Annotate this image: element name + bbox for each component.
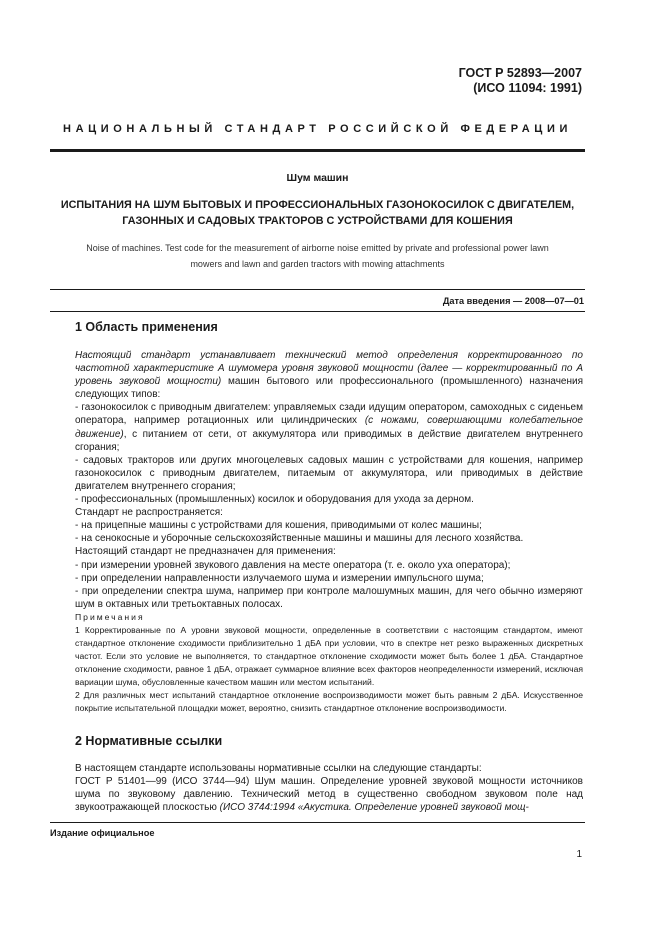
section-1-paragraph-1: [75, 349, 583, 401]
document-subject: Шум машин: [286, 172, 349, 184]
official-edition-label: Издание официальное: [50, 828, 155, 838]
list-item: - садовых тракторов или других многоцелевых садовых машин с устройствами для кошения, например газонокосилок с приводным двигателем, питаемым от аккумулятора, или приводимых в действие двигателем внутреннего сгорания;: [75, 454, 583, 492]
note-1: 1 Корректированные по А уровни звуковой мощности, определенные в соответствии с настоящим стандартом, имеют стандартное отклонение сходимости приблизительно 1 дБА при условии, что в спектре нет резко выраженных дискретных частот. Если это условие не выполняется, то стандартное отклонение сходимости может быть более 1 дБА. Стандартное отклонение сходимости, равное 1 дБА, отражает суммарное влияние всех факторов неопределенности измерений, исключая вариации шума, обусловленные качеством машин или местом испытаний.: [75, 625, 583, 687]
iso-number: (ИСО 11094: 1991): [473, 81, 582, 95]
gost-number: ГОСТ Р 52893—2007: [458, 66, 582, 80]
scope-italic-text: Настоящий стандарт устанавливает технический метод определения корректированного по частотной характеристике А шумомера уровня звуковой мощности (далее — корректированный по А уровень звуковой мощности): [75, 350, 583, 388]
header-rule: [50, 149, 585, 152]
page-number: 1: [576, 849, 582, 860]
section-2-body: [75, 762, 583, 814]
list-item: - на прицепные машины с устройствами для кошения, приводимыми от колес машины;: [75, 520, 482, 532]
section-1-paragraph-2: Стандарт не распространяется:: [75, 507, 223, 519]
notes-label: Примечания: [75, 612, 145, 622]
footer-rule: [50, 822, 585, 823]
date-rule: [50, 311, 585, 312]
scope-rest-text: машин бытового или профессионального (промышленного) назначения следующих типов:: [75, 376, 583, 401]
list-item: - при определении направленности излучаемого шума и измерении импульсного шума;: [75, 572, 484, 584]
list-item: - при измерении уровней звукового давления на месте оператора (т. е. около уха оператора);: [75, 559, 511, 571]
section-2-heading: 2 Нормативные ссылки: [75, 734, 223, 748]
note-2: 2 Для различных мест испытаний стандартное отклонение воспроизводимости может быть равным 2 дБА. Искусственное покрытие испытательной площадки может, вероятно, снизить стандартное отклонение воспроизводимости.: [75, 690, 583, 713]
list-item: - профессиональных (промышленных) косилок и оборудования для ухода за дерном.: [75, 494, 474, 506]
title-line-2: ГАЗОННЫХ И САДОВЫХ ТРАКТОРОВ С УСТРОЙСТВАМИ ДЛЯ КОШЕНИЯ: [122, 215, 513, 227]
section-1-body: [75, 349, 583, 611]
list-item: - газонокосилок с приводным двигателем: управляемых сзади идущим оператором, самоходных с сиденьем оператора, например ротационных или цилиндрических (с ножами, совершающими колебательное движение), с питанием от сети, от аккумулятора или приводимых в действие двигателем внутреннего сгорания;: [75, 402, 583, 453]
section-2-paragraph-1: В настоящем стандарте использованы нормативные ссылки на следующие стандарты:: [75, 763, 482, 774]
section-1-paragraph-3: Настоящий стандарт не предназначен для применения:: [75, 546, 336, 558]
list-item: - при определении спектра шума, например при контроле малошумных машин, для чего обычно измеряют шум в октавных или третьоктавных полосах.: [75, 585, 583, 610]
list-item: - на сенокосные и уборочные сельскохозяйственные машины и машины для лесного хозяйства.: [75, 533, 524, 545]
document-title: [40, 197, 595, 229]
gost-code-block: [459, 66, 582, 96]
national-standard-banner: НАЦИОНАЛЬНЫЙ СТАНДАРТ РОССИЙСКОЙ ФЕДЕРАЦИИ: [63, 123, 572, 135]
title-rule: [50, 289, 585, 290]
introduction-date: Дата введения — 2008—07—01: [442, 296, 584, 306]
section-2-paragraph-2: ГОСТ Р 51401—99 (ИСО 3744—94) Шум машин. Определение уровней звуковой мощности источников шума по звуковому давлению. Технический метод в существенно свободном звуковом поле над звукоотражающей плоскостью (ИСО 3744:1994 «Акустика. Определение уровней звуковой мощ-: [75, 776, 583, 814]
english-title-line-1: Noise of machines. Test code for the measurement of airborne noise emitted by private and professional power lawn: [86, 243, 549, 253]
section-1-heading: 1 Область применения: [75, 320, 218, 334]
english-title: [50, 240, 585, 272]
english-title-line-2: mowers and lawn and garden tractors with mowing attachments: [190, 259, 445, 269]
title-line-1: ИСПЫТАНИЯ НА ШУМ БЫТОВЫХ И ПРОФЕССИОНАЛЬНЫХ ГАЗОНОКОСИЛОК С ДВИГАТЕЛЕМ,: [60, 199, 575, 211]
section-1-notes: [75, 611, 583, 715]
